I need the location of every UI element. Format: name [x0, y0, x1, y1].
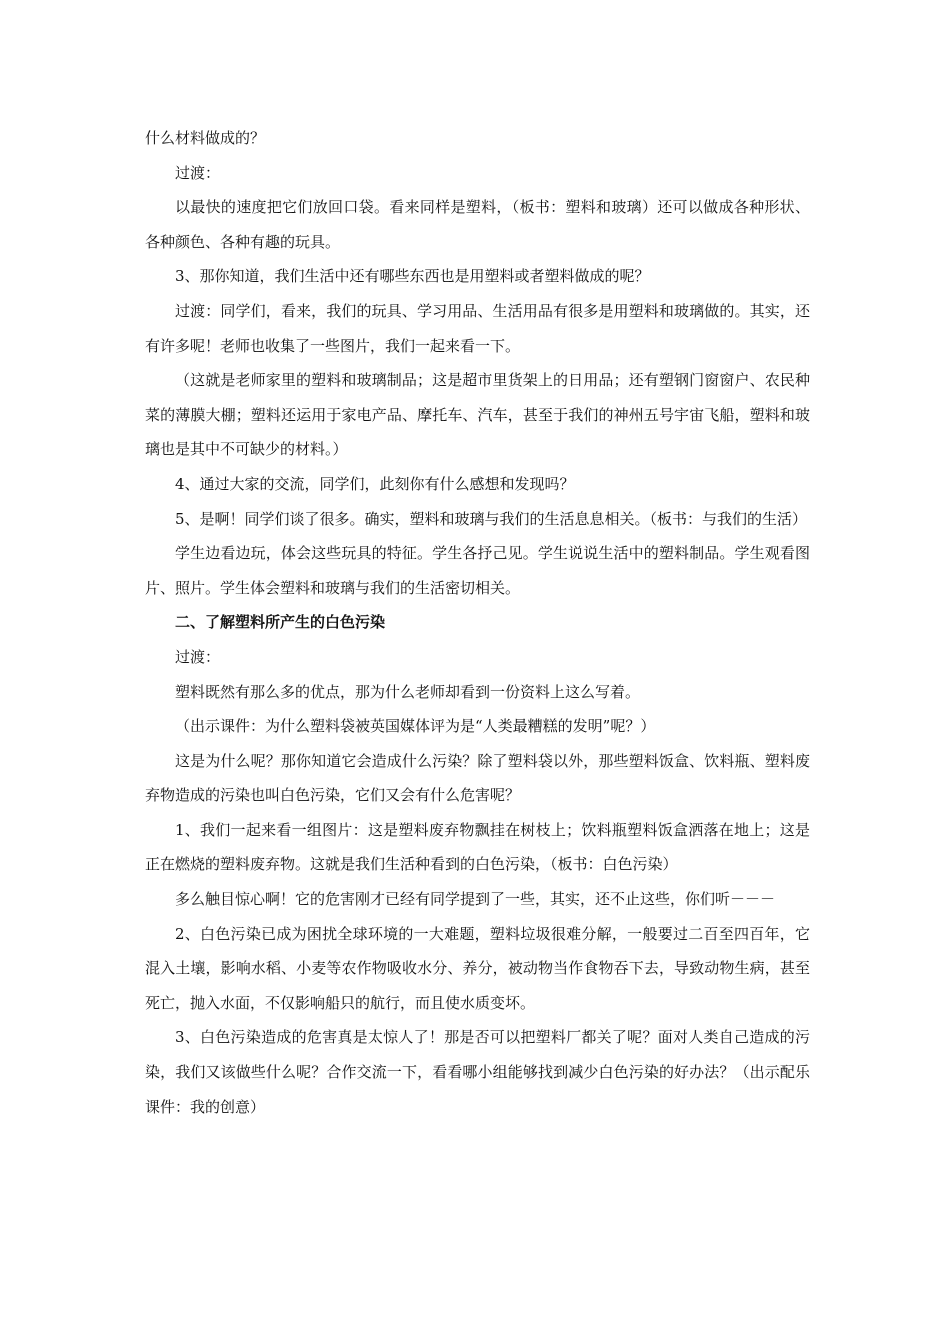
paragraph-14: 这是为什么呢？那你知道它会造成什么污染？除了塑料袋以外，那些塑料饭盒、饮料瓶、塑料废弃物造成的污染也叫白色污染，它们又会有什么危害呢？ [145, 751, 810, 805]
paragraph-7: 4、通过大家的交流，同学们，此刻你有什么感想和发现吗？ [175, 474, 575, 493]
paragraph-4: 3、那你知道，我们生活中还有哪些东西也是用塑料或者塑料做成的呢？ [175, 267, 650, 286]
paragraph-15: 1、我们一起来看一组图片：这是塑料废弃物飘挂在树枝上；饮料瓶塑料饭盒洒落在地上；这是正在燃烧的塑料废弃物。这就是我们生活种看到的白色污染，（板书：白色污染） [145, 820, 810, 874]
paragraph-11: 过渡： [175, 647, 221, 666]
paragraph-9: 学生边看边玩，体会这些玩具的特征。学生各抒己见。学生说说生活中的塑料制品。学生观看图片、照片。学生体会塑料和玻璃与我们的生活密切相关。 [145, 544, 810, 597]
paragraph-6: （这就是老师家里的塑料和玻璃制品；这是超市里货架上的日用品；还有塑钢门窗窗户、农民种菜的薄膜大棚；塑料还运用于家电产品、摩托车、汽车，甚至于我们的神州五号宇宙飞船，塑料和玻璃也是其中不可缺少的材料。） [145, 371, 810, 459]
paragraph-18: 3、白色污染造成的危害真是太惊人了！那是否可以把塑料厂都关了呢？面对人类自己造成的污染，我们又该做些什么呢？合作交流一下，看看哪小组能够找到减少白色污染的好办法？（出示配乐课件：我的创意） [145, 1028, 810, 1116]
paragraph-17: 2、白色污染已成为困扰全球环境的一大难题，塑料垃圾很难分解，一般要过二百至四百年，它混入土壤，影响水稻、小麦等农作物吸收水分、养分，被动物当作食物吞下去，导致动物生病，甚至死亡，抛入水面，不仅影响船只的航行，而且使水质变坏。 [145, 924, 810, 1012]
paragraph-3: 以最快的速度把它们放回口袋。看来同样是塑料，（板书：塑料和玻璃）还可以做成各种形状、各种颜色、各种有趣的玩具。 [145, 198, 810, 251]
section-heading: 二、了解塑料所产生的白色污染 [175, 613, 386, 632]
paragraph-12: 塑料既然有那么多的优点，那为什么老师却看到一份资料上这么写着。 [175, 682, 641, 701]
document-body [145, 121, 810, 1124]
paragraph-13: （出示课件：为什么塑料袋被英国媒体评为是“人类最糟糕的发明”呢？） [175, 717, 656, 736]
paragraph-2: 过渡： [175, 163, 221, 182]
paragraph-1: 什么材料做成的？ [145, 129, 266, 147]
paragraph-5: 过渡：同学们，看来，我们的玩具、学习用品、生活用品有很多是用塑料和玻璃做的。其实，还有许多呢！老师也收集了一些图片，我们一起来看一下。 [145, 301, 810, 355]
paragraph-8: 5、是啊！同学们谈了很多。确实，塑料和玻璃与我们的生活息息相关。（板书：与我们的生活） [175, 509, 808, 528]
paragraph-16: 多么触目惊心啊！它的危害刚才已经有同学提到了一些，其实，还不止这些，你们听－－－ [175, 890, 776, 909]
